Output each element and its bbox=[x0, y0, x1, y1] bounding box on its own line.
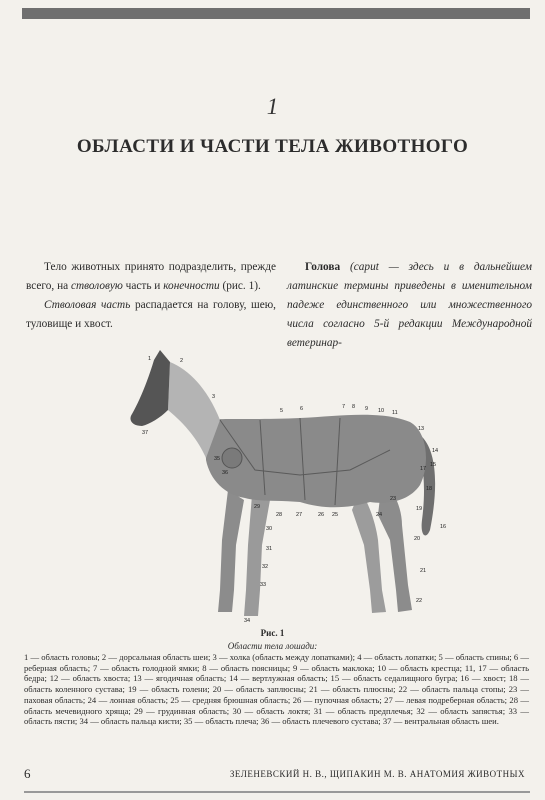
figure-legend: 1 — область головы; 2 — дорсальная область шеи; 3 — холка (область между лопатками); 4 — область лопатки; 5 — область спины; 6 — реберная область; 7 — область голодной ямки; 8 — область поясницы; 9 — область маклока; 10 — область крестца; 11, 17 — область бедра; 12 — область хвоста; 13 — ягодичная область; 14 — вертлужная область; 15 — область седалищного бугра; 16 — хвост; 18 — область коленного сустава; 19 — область голени; 20 — область заплюсны; 21 — область плюсны; 22 — область пальца стопы; 23 — паховая область; 24 — лонная область; 25 — средняя брюшная область; 26 — пупочная область; 27 — левая подреберная область; 28 — область мечевидного хряща; 29 — грудинная область; 30 — область локтя; 31 — область предплечья; 32 — область запястья; 33 — область пясти; 34 — область пальца кисти; 35 — область плеча; 36 — область плечевого сустава; 37 — вентральная область шеи. bbox=[24, 652, 529, 727]
callout-15: 15 bbox=[430, 462, 437, 468]
text-run: Тело животных принято подразделить, прежде всего, на bbox=[26, 261, 276, 292]
term-trunk-part: Стволовая часть bbox=[44, 299, 131, 311]
callout-25: 25 bbox=[332, 512, 339, 518]
callout-24: 24 bbox=[376, 512, 383, 518]
page-number: 6 bbox=[24, 766, 31, 781]
callout-7: 7 bbox=[342, 404, 346, 410]
callout-34: 34 bbox=[244, 618, 251, 624]
callout-16: 16 bbox=[440, 524, 447, 530]
callout-36: 36 bbox=[222, 470, 229, 476]
callout-23: 23 bbox=[390, 496, 397, 502]
text-run: (рис. 1). bbox=[219, 280, 261, 292]
callout-22: 22 bbox=[416, 598, 423, 604]
callout-19: 19 bbox=[416, 506, 423, 512]
callout-17: 17 bbox=[420, 466, 427, 472]
callout-14: 14 bbox=[432, 448, 439, 454]
callout-11: 11 bbox=[392, 410, 398, 416]
callout-32: 32 bbox=[262, 564, 269, 570]
text-run: (caput — здесь и в дальнейшем латинские термины приведены в именительном падеже единственного или множественного числа согласно 5-й редакции Международной ветеринар- bbox=[287, 261, 532, 349]
footer-rule bbox=[24, 791, 530, 793]
callout-8: 8 bbox=[352, 404, 356, 410]
callout-6: 6 bbox=[300, 406, 304, 412]
right-text-column bbox=[287, 258, 532, 353]
callout-35: 35 bbox=[214, 456, 221, 462]
chapter-title: ОБЛАСТИ И ЧАСТИ ТЕЛА ЖИВОТНОГО bbox=[76, 136, 469, 157]
callout-10: 10 bbox=[378, 408, 385, 414]
callout-2: 2 bbox=[180, 358, 184, 364]
horse-silhouette bbox=[130, 350, 435, 616]
text-run: распадается на голову, шею, туловище и хвост. bbox=[26, 299, 276, 330]
callout-21: 21 bbox=[420, 568, 427, 574]
paragraph-trunk-parts bbox=[26, 296, 276, 334]
paragraph-body-division bbox=[26, 258, 276, 296]
callout-3: 3 bbox=[212, 394, 216, 400]
figure-label: Рис. 1 bbox=[260, 628, 285, 638]
paragraph-head bbox=[287, 258, 532, 353]
callout-1: 1 bbox=[148, 356, 152, 362]
callout-20: 20 bbox=[414, 536, 421, 542]
callout-27: 27 bbox=[296, 512, 303, 518]
callout-31: 31 bbox=[266, 546, 273, 552]
left-text-column bbox=[26, 258, 276, 334]
callout-29: 29 bbox=[254, 504, 261, 510]
callout-18: 18 bbox=[426, 486, 433, 492]
callout-28: 28 bbox=[276, 512, 283, 518]
term-limbs: конечности bbox=[163, 280, 220, 292]
chapter-number: 1 bbox=[266, 94, 279, 119]
term-trunk: стволовую bbox=[70, 280, 123, 292]
callout-9: 9 bbox=[365, 406, 369, 412]
callout-37: 37 bbox=[142, 430, 149, 436]
callout-26: 26 bbox=[318, 512, 325, 518]
callout-13: 13 bbox=[418, 426, 425, 432]
callout-30: 30 bbox=[266, 526, 273, 532]
callout-5: 5 bbox=[280, 408, 284, 414]
figure-caption: Области тела лошади: bbox=[227, 641, 318, 651]
horse-body-regions-figure bbox=[120, 340, 450, 625]
running-head: ЗЕЛЕНЕВСКИЙ Н. В., ЩИПАКИН М. В. АНАТОМИЯ ЖИВОТНЫХ bbox=[229, 769, 525, 779]
callout-33: 33 bbox=[260, 582, 267, 588]
text-run: часть и bbox=[122, 280, 164, 292]
term-head: Голова bbox=[305, 261, 341, 273]
top-decorative-bar bbox=[22, 8, 530, 19]
